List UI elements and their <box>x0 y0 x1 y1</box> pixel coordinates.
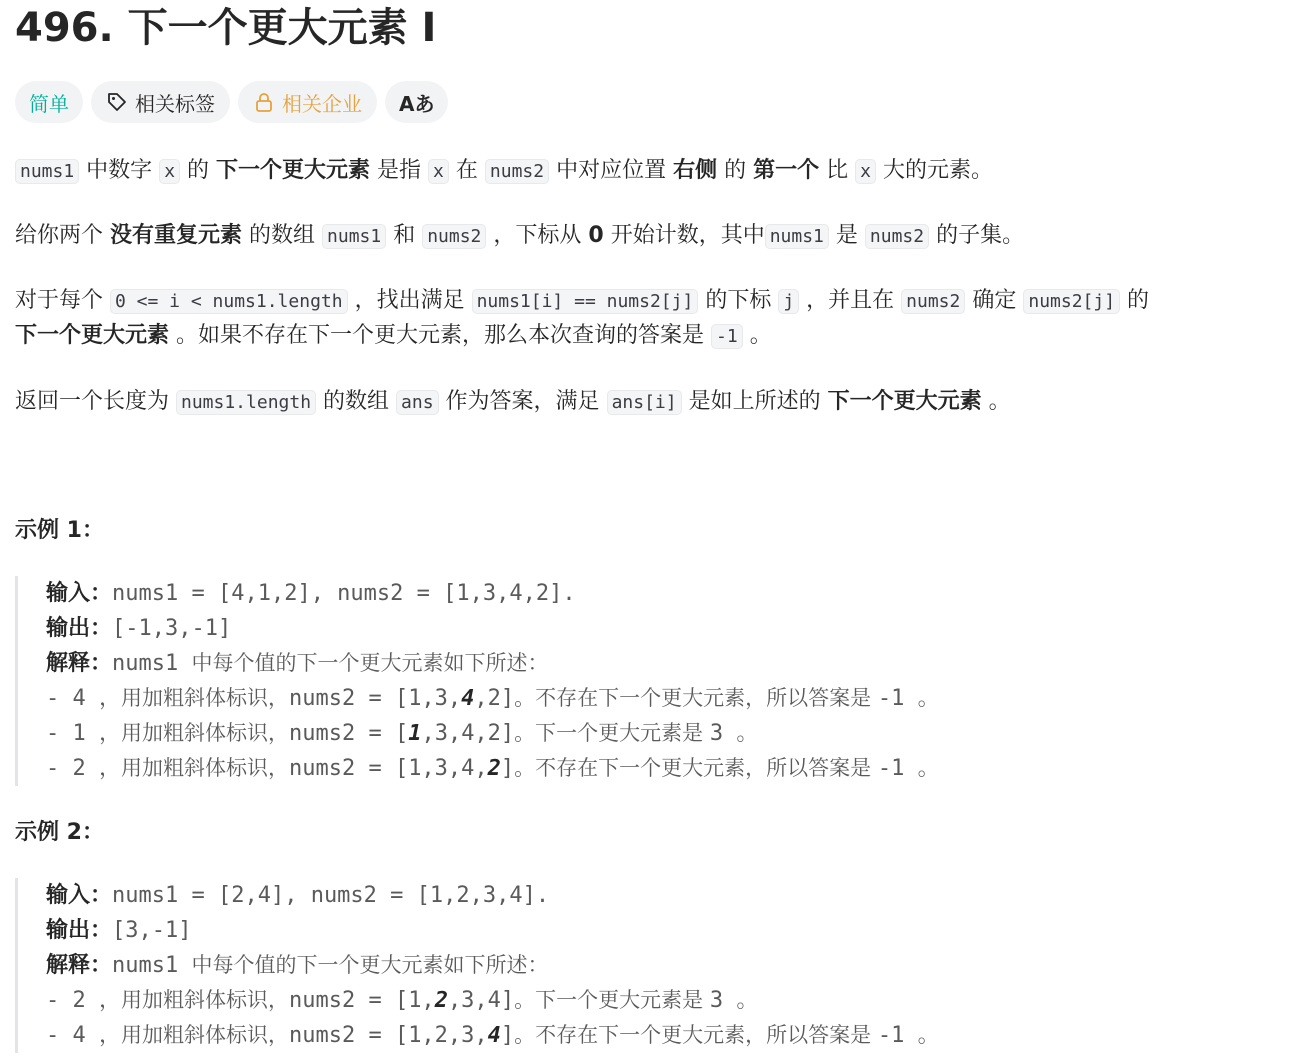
text: ，并且在 <box>799 288 902 313</box>
code-nums1: nums1 <box>322 224 386 249</box>
text: 开始计数，其中 <box>603 223 765 248</box>
line-result-text: 。不存在下一个更大元素，所以答案是 <box>514 756 878 780</box>
line-end: 。 <box>904 1023 940 1048</box>
line-answer: -1 <box>877 686 905 711</box>
text: 在 <box>448 158 485 183</box>
explanation-line <box>46 716 1196 751</box>
example-input <box>46 576 1196 611</box>
related-companies-button[interactable] <box>238 81 377 123</box>
text: 确定 <box>965 288 1024 313</box>
code-nums1: nums1 <box>765 224 829 249</box>
line-note: 用加粗斜体标识， <box>120 988 289 1012</box>
line-prefix: - 2 ， <box>46 756 121 781</box>
array-end: ] <box>500 756 515 781</box>
text: 和 <box>386 223 423 248</box>
bold-term: 没有重复元素 <box>110 223 243 248</box>
description-paragraph-1 <box>15 153 1286 189</box>
example-explanation <box>46 646 1196 681</box>
bold-term: 0 <box>588 223 604 248</box>
code-nums2: nums2 <box>865 224 929 249</box>
highlighted-value: 4 <box>461 686 475 711</box>
line-end: 。 <box>723 721 759 746</box>
related-companies-label: 相关企业 <box>282 91 362 116</box>
problem-title: 496. 下一个更大元素 I <box>15 5 437 51</box>
code-nums2-j: nums2[j] <box>1023 289 1120 314</box>
bold-term: 下一个更大元素 <box>15 323 170 348</box>
line-result-text: 。不存在下一个更大元素，所以答案是 <box>514 686 878 710</box>
tag-bar <box>15 81 448 123</box>
array-end: ,3,4,2] <box>421 721 515 746</box>
difficulty-badge[interactable] <box>15 81 83 123</box>
output-value: [3,-1] <box>112 918 192 943</box>
line-answer: -1 <box>877 1023 905 1048</box>
example-explanation <box>46 948 1196 983</box>
text: 的 <box>717 158 754 183</box>
code-x: x <box>159 159 180 184</box>
description-paragraph-3-line-1 <box>15 283 1286 319</box>
text: 是 <box>828 223 865 248</box>
explanation-line <box>46 751 1196 786</box>
highlighted-value: 4 <box>487 1023 501 1048</box>
input-value: nums1 = [2,4], nums2 = [1,2,3,4]. <box>112 883 550 908</box>
text: 的 <box>180 158 217 183</box>
array-start: nums2 = [1, <box>288 988 435 1013</box>
code-minus-one: -1 <box>711 324 743 349</box>
highlighted-value: 1 <box>408 721 422 746</box>
example-1-block <box>15 576 1196 786</box>
explanation-code: nums1 <box>112 651 192 676</box>
text: 给你两个 <box>15 223 110 248</box>
example-2-block <box>15 878 1196 1053</box>
text: 的 <box>1120 288 1150 313</box>
highlighted-value: 2 <box>434 988 448 1013</box>
line-note: 用加粗斜体标识， <box>120 686 289 710</box>
explanation-line <box>46 681 1196 716</box>
explanation-text: 中每个值的下一个更大元素如下所述： <box>191 651 549 675</box>
code-range: 0 <= i < nums1.length <box>110 289 348 314</box>
array-start: nums2 = [1,3,4, <box>288 756 488 781</box>
explanation-label: 解释： <box>46 651 113 676</box>
description-paragraph-4 <box>15 384 1286 420</box>
code-nums2: nums2 <box>422 224 486 249</box>
line-result-text: 。下一个更大元素是 <box>514 988 710 1012</box>
bold-term: 下一个更大元素 <box>216 158 371 183</box>
description-paragraph-2 <box>15 218 1286 254</box>
example-2-title: 示例 2： <box>15 820 104 845</box>
input-label: 输入： <box>46 581 113 606</box>
text: 。 <box>742 323 772 348</box>
text: 的数组 <box>242 223 323 248</box>
tag-icon <box>106 91 128 113</box>
code-ans-i: ans[i] <box>607 390 682 415</box>
array-start: nums2 = [1,3, <box>288 686 462 711</box>
lock-icon <box>253 91 275 113</box>
related-tags-button[interactable] <box>91 81 230 123</box>
text: 的数组 <box>316 389 397 414</box>
text: 返回一个长度为 <box>15 389 176 414</box>
code-x: x <box>855 159 876 184</box>
text: ，找出满足 <box>347 288 472 313</box>
code-nums2: nums2 <box>485 159 549 184</box>
explanation-line <box>46 1018 1196 1053</box>
explanation-line <box>46 983 1196 1018</box>
text: 对于每个 <box>15 288 110 313</box>
output-label: 输出： <box>46 918 113 943</box>
text: 的下标 <box>698 288 779 313</box>
explanation-code: nums1 <box>112 953 192 978</box>
text: 是指 <box>370 158 429 183</box>
output-label: 输出： <box>46 616 113 641</box>
text: 。如果不存在下一个更大元素，那么本次查询的答案是 <box>169 323 712 348</box>
description-paragraph-3-line-2 <box>15 318 1286 354</box>
bold-term: 右侧 <box>673 158 718 183</box>
array-end: ] <box>500 1023 515 1048</box>
code-condition: nums1[i] == nums2[j] <box>472 289 699 314</box>
example-output <box>46 611 1196 646</box>
example-output <box>46 913 1196 948</box>
text: ，下标从 <box>486 223 589 248</box>
line-answer: -1 <box>877 756 905 781</box>
array-start: nums2 = [1,2,3, <box>288 1023 488 1048</box>
line-note: 用加粗斜体标识， <box>120 756 289 780</box>
text: 中对应位置 <box>549 158 674 183</box>
code-nums1: nums1 <box>15 159 79 184</box>
text: 。 <box>981 389 1011 414</box>
code-length: nums1.length <box>176 390 316 415</box>
explanation-label: 解释： <box>46 953 113 978</box>
input-value: nums1 = [4,1,2], nums2 = [1,3,4,2]. <box>112 581 576 606</box>
array-start: nums2 = [ <box>288 721 409 746</box>
line-answer: 3 <box>709 721 724 746</box>
code-nums2: nums2 <box>901 289 965 314</box>
bold-term: 下一个更大元素 <box>827 389 982 414</box>
font-toggle-button[interactable] <box>385 81 448 123</box>
line-prefix: - 1 ， <box>46 721 121 746</box>
line-prefix: - 4 ， <box>46 1023 121 1048</box>
line-end: 。 <box>904 686 940 711</box>
line-end: 。 <box>723 988 759 1013</box>
input-label: 输入： <box>46 883 113 908</box>
example-input <box>46 878 1196 913</box>
text: 中数字 <box>79 158 160 183</box>
line-note: 用加粗斜体标识， <box>120 1023 289 1047</box>
bold-term: 第一个 <box>753 158 820 183</box>
code-ans: ans <box>396 390 439 415</box>
line-end: 。 <box>904 756 940 781</box>
array-end: ,2] <box>474 686 515 711</box>
explanation-text: 中每个值的下一个更大元素如下所述： <box>191 953 549 977</box>
array-end: ,3,4] <box>447 988 515 1013</box>
line-note: 用加粗斜体标识， <box>120 721 289 745</box>
line-result-text: 。不存在下一个更大元素，所以答案是 <box>514 1023 878 1047</box>
text: 大的元素。 <box>875 158 993 183</box>
line-answer: 3 <box>709 988 724 1013</box>
output-value: [-1,3,-1] <box>112 616 232 641</box>
line-result-text: 。下一个更大元素是 <box>514 721 710 745</box>
difficulty-label: 简单 <box>29 91 69 116</box>
related-tags-label: 相关标签 <box>135 91 215 116</box>
text: 比 <box>819 158 856 183</box>
code-j: j <box>778 289 799 314</box>
example-1-title: 示例 1： <box>15 518 104 543</box>
code-x: x <box>428 159 449 184</box>
line-prefix: - 4 ， <box>46 686 121 711</box>
line-prefix: - 2 ， <box>46 988 121 1013</box>
text: 作为答案，满足 <box>438 389 607 414</box>
highlighted-value: 2 <box>487 756 501 781</box>
font-toggle-icon: Aあ <box>399 91 435 116</box>
text: 是如上所述的 <box>681 389 828 414</box>
text: 的子集。 <box>929 223 1025 248</box>
